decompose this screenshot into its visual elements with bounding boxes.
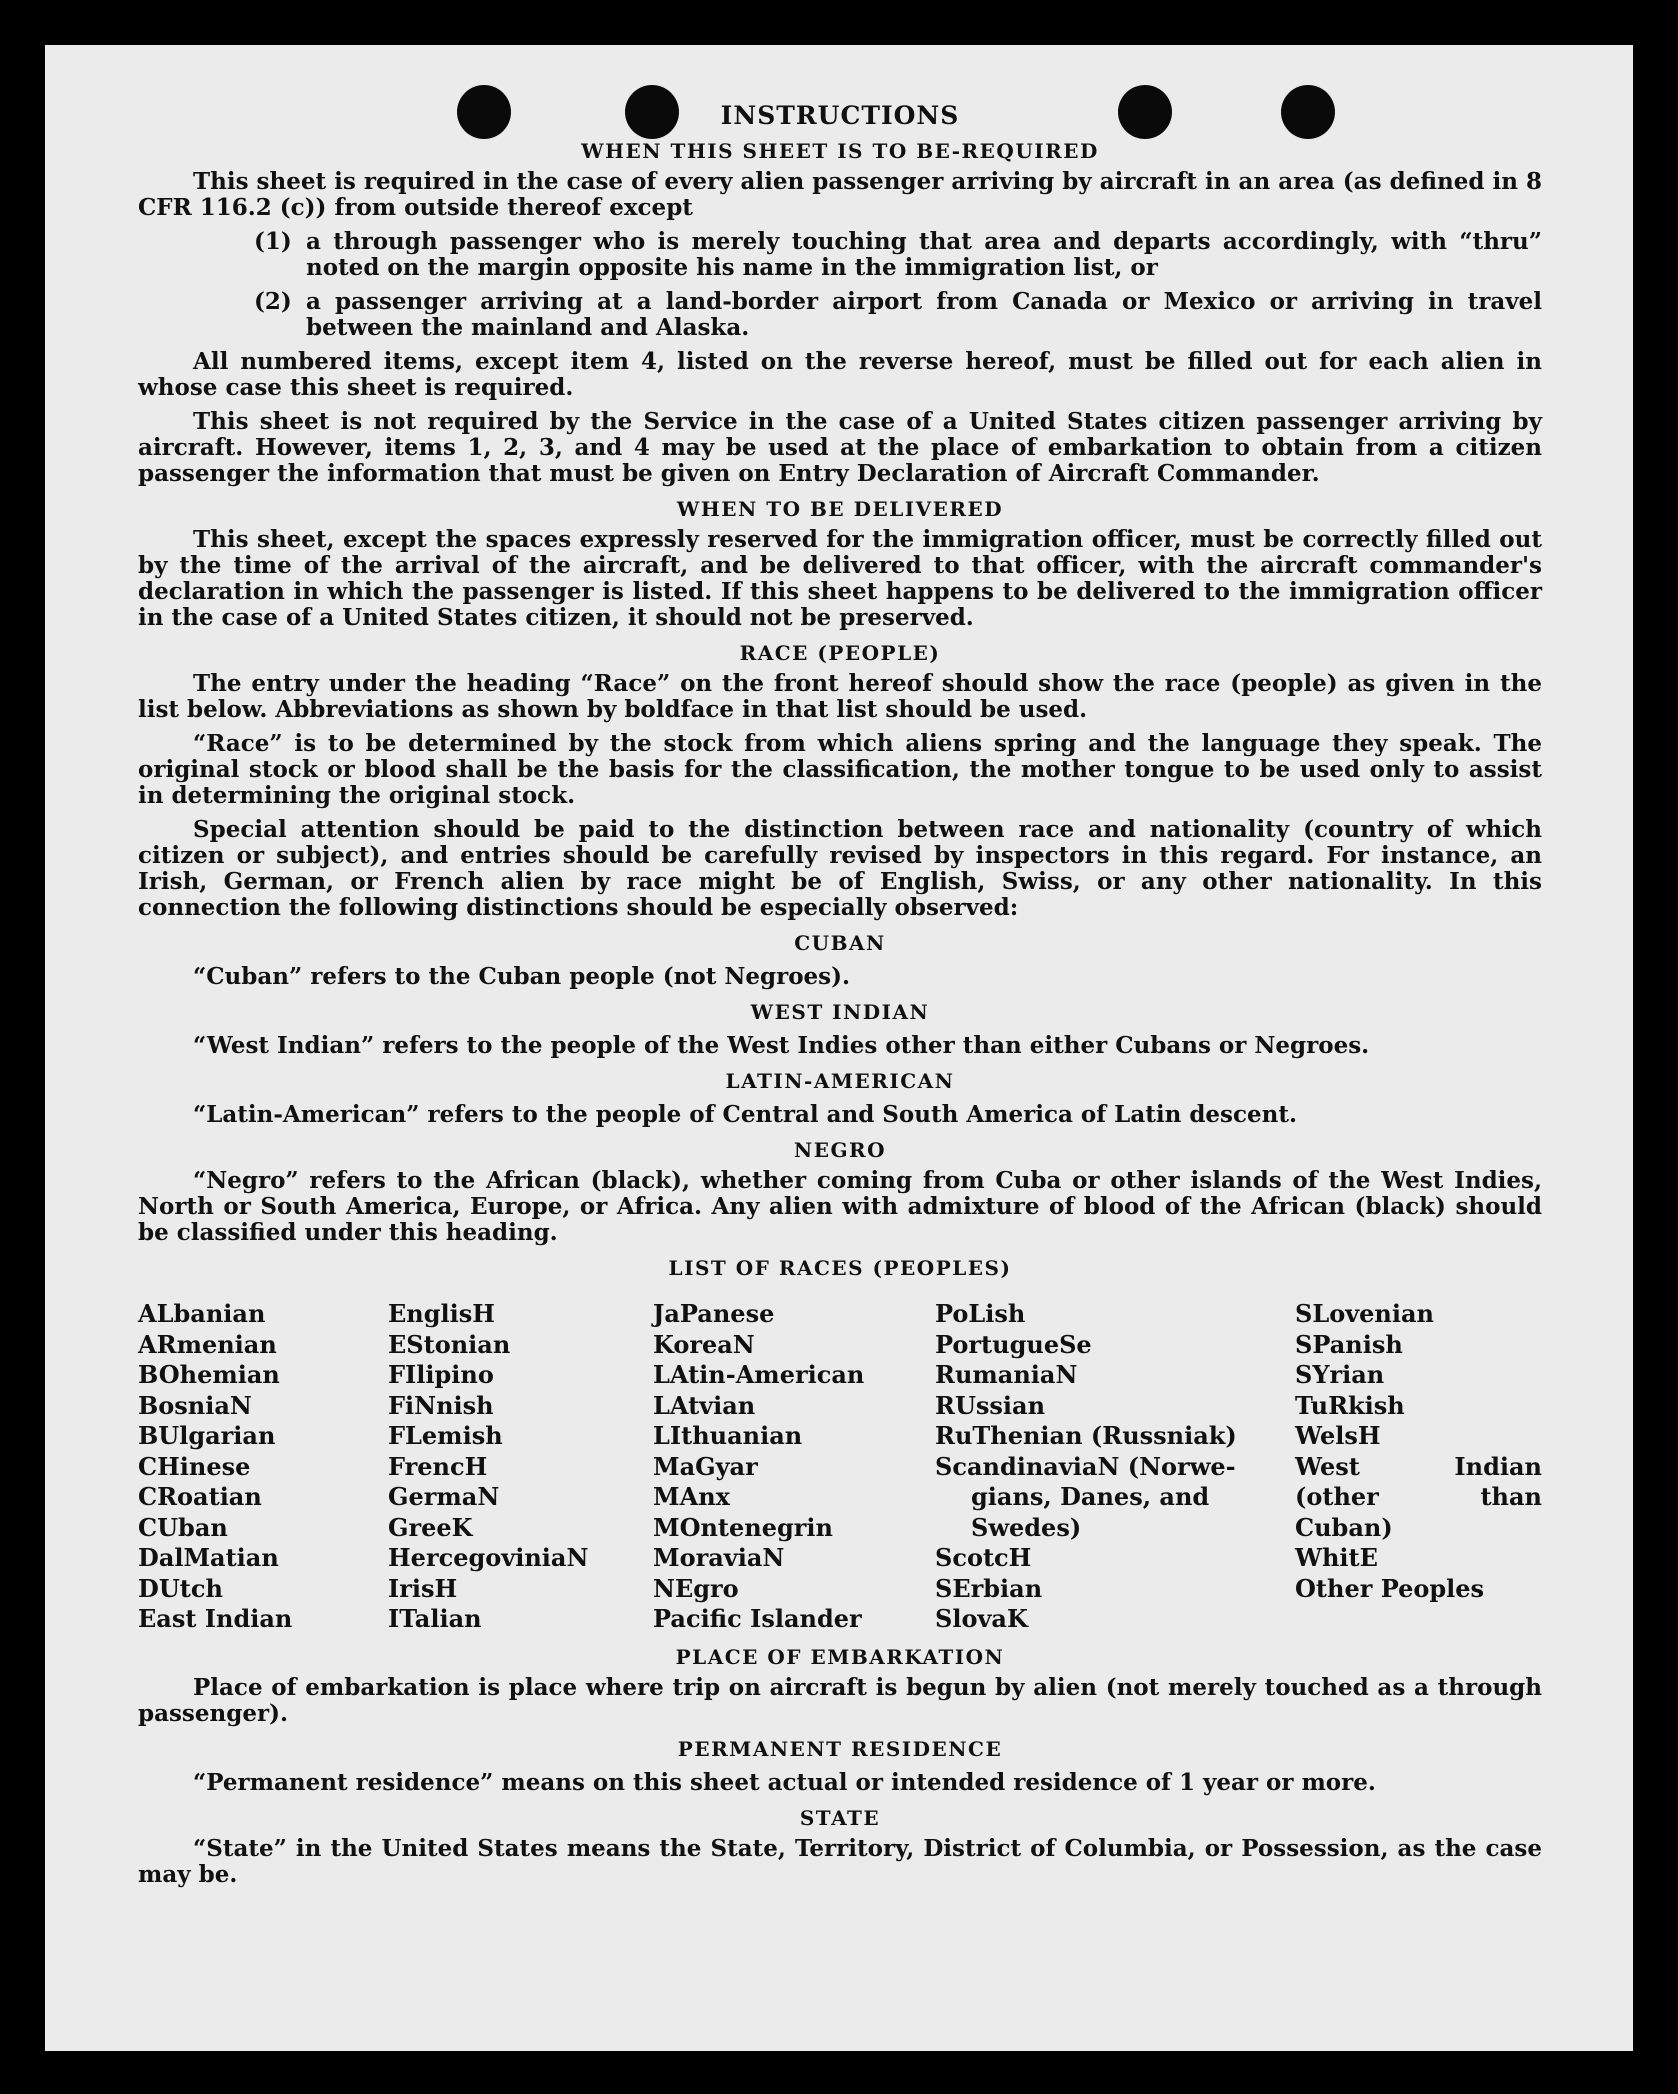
item-text: a through passenger who is merely touching that area and departs accordingly, with “thru” noted on the margin opposite his name in the immigration list, or: [306, 228, 1542, 281]
race-entry: MaGyar: [653, 1451, 758, 1481]
race-entry: JaPanese: [653, 1299, 775, 1328]
document-sheet: [45, 45, 1633, 2051]
required-numbered-items: All numbered items, except item 4, listed on the reverse hereof, must be filled out for each alien in whose case this sheet is required.: [138, 348, 1542, 401]
heading-list-of-races: LIST OF RACES (PEOPLES): [668, 1256, 1012, 1280]
race-entry: PortugueSe: [935, 1329, 1092, 1359]
race-entry: Other Peoples: [1295, 1573, 1485, 1603]
race-entry: LIthuanian: [653, 1421, 803, 1450]
races-column-2: [388, 1299, 653, 1635]
race-entry-continued: Swedes): [971, 1512, 1082, 1542]
race-entry: WhitE: [1295, 1543, 1378, 1572]
race-entry: FLemish: [388, 1421, 503, 1450]
race-entry: SYrian: [1295, 1360, 1385, 1389]
race-entry: EStonian: [388, 1329, 511, 1359]
race-entry: FIlipino: [388, 1360, 494, 1389]
item-number: (2): [254, 288, 292, 315]
race-entry: PoLish: [935, 1299, 1026, 1328]
required-intro: This sheet is required in the case of every alien passenger arriving by aircraft in an area (as defined in 8 CFR 116.2 (c)) from outside thereof except: [138, 168, 1542, 221]
race-entry: TuRkish: [1295, 1390, 1405, 1420]
page-title: INSTRUCTIONS: [720, 101, 960, 130]
state-text: “State” in the United States means the State, Territory, District of Columbia, or Possession, as the case may be.: [138, 1834, 1542, 1888]
item-text: a passenger arriving at a land-border airport from Canada or Mexico or arriving in travel between the mainland and Alaska.: [306, 288, 1542, 341]
race-entry: LAtvian: [653, 1390, 756, 1420]
embarkation-text: Place of embarkation is place where trip on aircraft is begun by alien (not merely touched as a through passenger).: [138, 1673, 1542, 1727]
race-entry: GreeK: [388, 1512, 473, 1542]
race-entry: ScotcH: [935, 1543, 1032, 1572]
heading-required: WHEN THIS SHEET IS TO BE-REQUIRED: [581, 139, 1099, 163]
race-entry: DUtch: [138, 1573, 223, 1603]
delivered-text: This sheet, except the spaces expressly reserved for the immigration officer, must be correctly filled out by the time of the arrival of the aircraft, and be delivered to that officer, with the aircraft commander's declaration in which the passenger is listed. If this sheet happens to be delivered to the immigration officer in the case of a United States citizen, it should not be preserved.: [138, 526, 1542, 631]
race-entry: RUssian: [935, 1390, 1046, 1420]
races-column-1: [138, 1299, 388, 1635]
race-entry: ALbanian: [138, 1299, 266, 1328]
race-entry: SPanish: [1295, 1329, 1403, 1359]
permanent-residence-text: “Permanent residence” means on this sheet actual or intended residence of 1 year or more.: [193, 1768, 1376, 1796]
heading-permanent-residence: PERMANENT RESIDENCE: [677, 1736, 1003, 1761]
race-entry: CRoatian: [138, 1482, 262, 1511]
race-entry: ITalian: [388, 1604, 482, 1633]
race-entry: FrencH: [388, 1451, 488, 1481]
races-column-3: [653, 1299, 935, 1635]
race-entry: HercegoviniaN: [388, 1543, 589, 1572]
races-column-4: [935, 1299, 1295, 1635]
heading-cuban: CUBAN: [794, 931, 886, 955]
race-entry: KoreaN: [653, 1329, 755, 1359]
race-entry: BUlgarian: [138, 1421, 276, 1450]
heading-state: STATE: [799, 1805, 881, 1830]
negro-text: “Negro” refers to the African (black), whether coming from Cuba or other islands of the West Indies, North or South America, Europe, or Africa. Any alien with admixture of blood of the African (black) should be classified under this heading.: [138, 1167, 1542, 1246]
latin-american-text: “Latin-American” refers to the people of Central and South America of Latin descent.: [193, 1101, 1297, 1128]
race-entry: RuThenian (Russniak): [935, 1421, 1237, 1450]
race-entry: IrisH: [388, 1573, 458, 1603]
heading-embarkation: PLACE OF EMBARKATION: [675, 1644, 1005, 1669]
race-entry: ARmenian: [138, 1329, 277, 1359]
races-column-5: [1295, 1299, 1542, 1635]
race-entry: EnglisH: [388, 1299, 495, 1328]
race-entry: MOntenegrin: [653, 1512, 833, 1542]
race-entry: NEgro: [653, 1573, 739, 1603]
required-citizen-note: This sheet is not required by the Service in the case of a United States citizen passenger arriving by aircraft. However, items 1, 2, 3, and 4 may be used at the place of embarkation to obtain from a citizen passenger the information that must be given on Entry Declaration of Aircraft Commander.: [138, 408, 1542, 487]
race-entry: SErbian: [935, 1573, 1043, 1603]
item-number: (1): [254, 228, 292, 255]
exception-item: [254, 289, 1542, 341]
race-entry: MoraviaN: [653, 1543, 785, 1572]
heading-race: RACE (PEOPLE): [739, 641, 941, 665]
race-entry: WelsH: [1295, 1421, 1381, 1450]
race-entry: GermaN: [388, 1482, 500, 1511]
race-entry: DalMatian: [138, 1543, 279, 1572]
exception-item: [254, 229, 1542, 281]
races-list: [138, 1299, 1542, 1635]
race-entry: CHinese: [138, 1451, 251, 1481]
race-entry: East Indian: [138, 1604, 293, 1633]
heading-negro: NEGRO: [793, 1138, 887, 1162]
race-entry: BosniaN: [138, 1390, 252, 1420]
cuban-text: “Cuban” refers to the Cuban people (not Negroes).: [193, 963, 851, 990]
race-entry: FiNnish: [388, 1390, 494, 1420]
race-entry: Pacific Islander: [653, 1604, 862, 1633]
west-indian-text: “West Indian” refers to the people of the West Indies other than either Cubans or Negroes.: [193, 1032, 1370, 1059]
race-entry: LAtin-American: [653, 1360, 865, 1389]
race-entry: West Indian (other than Cuban): [1295, 1451, 1542, 1542]
race-entry: SLovenian: [1295, 1299, 1434, 1328]
race-p2: “Race” is to be determined by the stock from which aliens spring and the language they speak. The original stock or blood shall be the basis for the classification, the mother tongue to be used only to assist in determining the original stock.: [138, 730, 1542, 809]
race-entry: CUban: [138, 1512, 228, 1542]
race-entry-continued: gians, Danes, and: [971, 1482, 1210, 1511]
race-entry: SlovaK: [935, 1604, 1028, 1633]
race-entry: MAnx: [653, 1482, 730, 1511]
race-entry: BOhemian: [138, 1360, 280, 1389]
race-p1: The entry under the heading “Race” on the front hereof should show the race (people) as given in the list below. Abbreviations as shown by boldface in that list should be used.: [138, 670, 1542, 723]
race-entry: RumaniaN: [935, 1360, 1078, 1389]
race-entry: ScandinaviaN (Norwe-: [935, 1451, 1236, 1481]
heading-delivered: WHEN TO BE DELIVERED: [676, 497, 1004, 521]
heading-west-indian: WEST INDIAN: [750, 1000, 930, 1024]
race-p3: Special attention should be paid to the distinction between race and nationality (country of which citizen or subject), and entries should be carefully revised by inspectors in this regard. For instance, an Irish, German, or French alien by race might be of English, Swiss, or any other nationality. In this connection the following distinctions should be especially observed:: [138, 816, 1542, 921]
instructions-body: [138, 103, 1542, 1896]
heading-latin-american: LATIN-AMERICAN: [725, 1069, 955, 1093]
